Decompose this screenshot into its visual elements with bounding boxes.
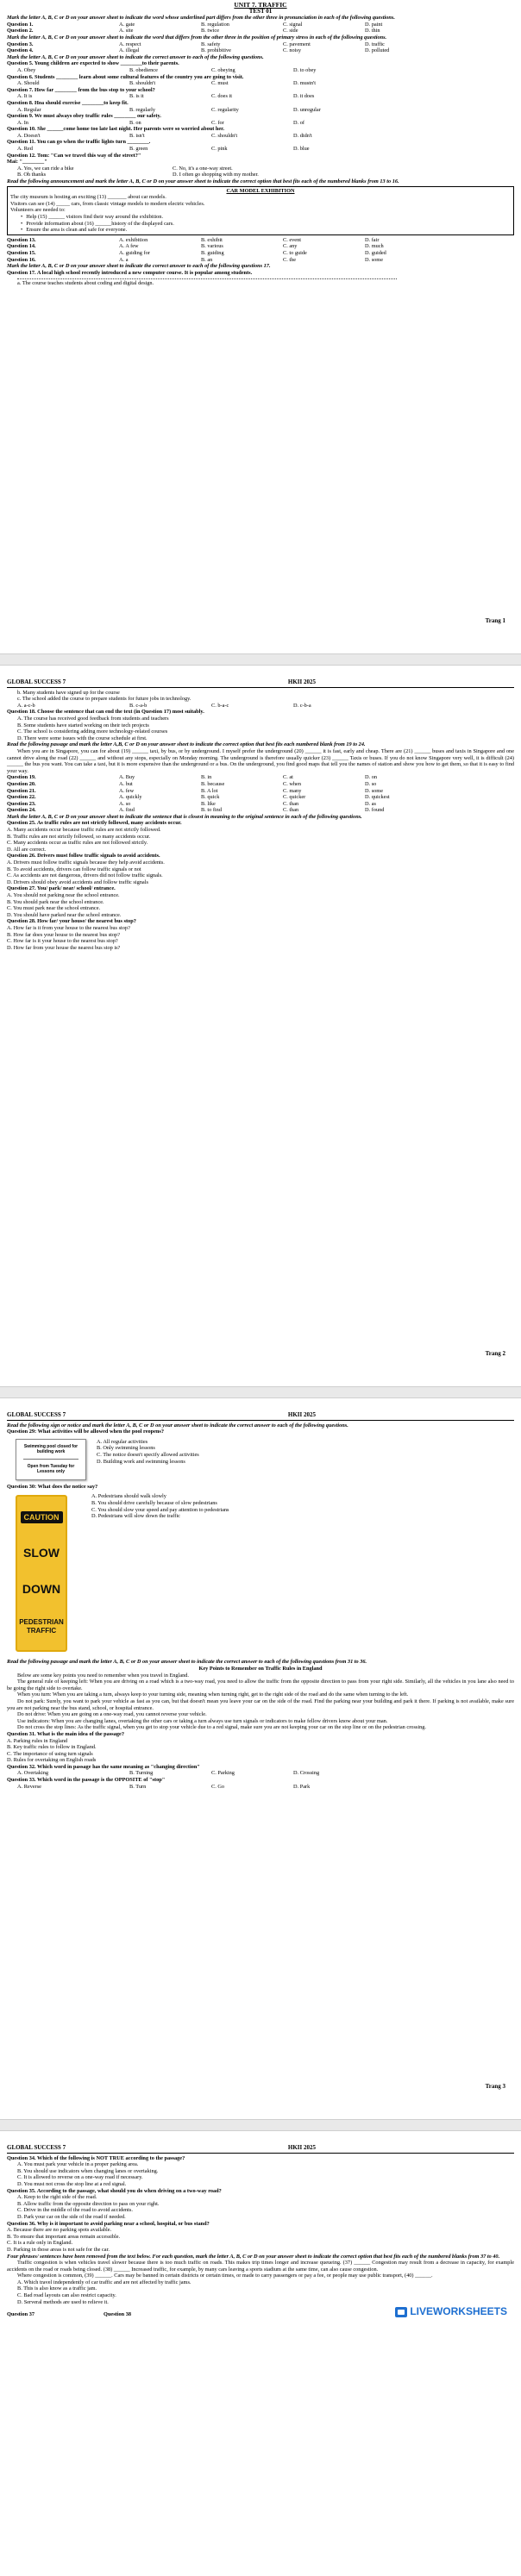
option[interactable]: B. To ensure that important areas remain accessible. [7, 2233, 121, 2240]
page-header: GLOBAL SUCCESS 7 HKII 2025 [7, 679, 514, 688]
question-25-stem: Question 25. As traffic rules are not strictly followed, many accidents occur. [7, 820, 182, 827]
question-27-stem: Question 27. You/ park/ near/ school/ entrance. [7, 885, 116, 892]
test-subtitle: TEST 01 [248, 7, 273, 15]
question-9-options: A. In B. on C. for D. of [17, 119, 304, 126]
instruction: Mark the letter A, B, C or D on your answer sheet to indicate the word that differs from the other three in the position of primary stress in each of the following questions. [7, 34, 387, 41]
option[interactable]: C. You should slow your speed and pay attention to pedestrians [91, 1506, 229, 1513]
page-number: Trang 2 [485, 1350, 505, 1357]
question-17-sentence-a: a. The course teaches students about coding and digital design. [17, 280, 154, 287]
instruction: Four phrases/ sentences have been removed from the text below. For each question, mark the letter A, B, C or D on your answer sheet to indicate the correct option that best fits each of the numbered blanks from 37 to 40. [7, 2253, 500, 2260]
question-4: Question 4. A. illegal B. prohibitive C. noisy D. polluted [7, 47, 390, 54]
option[interactable]: D. All are correct. [7, 846, 47, 853]
option[interactable]: C. You must park near the school entrance. [7, 905, 101, 912]
instruction: Read the following announcement and mark the letter A, B, C or D on your answer sheet to indicate the correct option that best fits each of the numbered blanks from 13 to 16. [7, 178, 399, 185]
option[interactable]: D. Rules for overtaking on English roads [7, 1757, 97, 1764]
option[interactable]: A. Drivers must follow traffic signals because they help avoid accidents. [7, 860, 165, 866]
instruction: Mark the letter A, B, C or D on your answer sheet to indicate the correct answer to each of the following questions 17. [7, 263, 271, 270]
question-37-label: Question 37 [7, 2310, 35, 2317]
option[interactable]: D. You should have parked near the school entrance. [7, 911, 122, 918]
option[interactable]: A. Many accidents occur because traffic rules are not strictly followed. [7, 827, 161, 834]
question-10-options: A. Doesn't B. isn't C. shouldn't D. didn't [17, 132, 312, 139]
page-3 [0, 1398, 521, 2119]
option[interactable]: B. Allow traffic from the opposite direction to pass on your right. [17, 2200, 160, 2207]
question-33-stem: Question 33. Which word in the passage is the OPPOSITE of "stop" [7, 1777, 166, 1784]
passage-title: Key Points to Remember on Traffic Rules in England [198, 1665, 323, 1672]
question-21: Question 21. A. few B. A lot C. many D. some [7, 787, 383, 794]
question-11-stem: Question 11. You can go when the traffic lights turn ________. [7, 139, 151, 146]
question-23: Question 23. A. so B. like C. than D. as [7, 800, 376, 807]
question-12-stem: Question 12. Tom: "Can we travel this way of the street?" [7, 152, 141, 159]
option[interactable]: A. The course has received good feedback from students and teachers [17, 715, 169, 722]
option[interactable]: D. You must not cross the stop line at a red signal. [17, 2180, 127, 2187]
list-item: • Ensure the area is clean and safe for everyone. [21, 227, 511, 234]
question-29-stem: Question 29: What activities will be allowed when the pool reopens? [7, 1429, 165, 1435]
question-30-stem: Question 30: What does the notice say? [7, 1483, 98, 1490]
question-34-stem: Question 34. Which of the following is NOT TRUE according to the passage? [7, 2154, 185, 2161]
instruction: Read the following passage and mark the letter A,B, C or D on your answer sheet to indicate the correct option that best fits each numbered blank from 19 to 24. [7, 741, 366, 748]
page-4 [0, 2131, 521, 2576]
option[interactable]: D. Drivers should obey avoid accidents and follow traffic signals [7, 878, 148, 885]
question-19: Question 19. A. Buy B. in C. at D. on [7, 774, 377, 781]
question-17-stem: Question 17. A local high school recently introduced a new computer course. It is popular among students. [7, 269, 253, 276]
option[interactable]: C. Bad road layouts can also restrict capacity. [17, 2292, 116, 2299]
option[interactable]: C. The notice doesn't specify allowed activities [97, 1451, 199, 1458]
option[interactable]: B. How far does your house to the nearest bus stop? [7, 931, 120, 938]
question-28-stem: Question 28. How far/ your house/ the nearest bus stop? [7, 918, 136, 925]
question-2: Question 2. A. site B. twice C. side D. thin [7, 28, 380, 34]
instruction: Read the following sign or notice and mark the letter A, B, C or D on your answer sheet to indicate the correct answer to each of the following questions. [7, 1422, 348, 1429]
reading-passage: Below are some key points you need to remember when you travel in England. The general rule of keeping left: When you are driving on a road which is a two-way road, you need to allow the traffic from the opposite direction to pass from your right side. Similarly, all the vehicles in you lane also need to be going the right side to overtake. When you turn: When you are taking a turn, always keep to your turning side, meaning when turning right, get to the right side of the road and do the same when turning to the left. Do not park: Surely, you want to park your vehicle as fast as you can, but that doesn't mean you leave your car on the side of the road. Find the parking near your building and park it there. If parking is not available, make sure you are not parking near the bus stand, school, or hospital entrance. Do not drive: When you are going on a one-way road, you cannot reverse your vehicle. Use indicators: When you are changing lanes, overtaking the other cars or taking a turn always use turn signals or indicators to make fellow drivers know about your man. Do not cross the stop lines: As the traffic signal, when you get to stop your vehicle due to a red signal, make sure you are not keeping your car on the stop line or on the pedestrian crossing. [7, 1672, 514, 1731]
liveworksheets-icon [395, 2307, 407, 2317]
question-6-stem: Question 6. Students ________ learn about some cultural features of the country you are going to visit. [7, 73, 244, 80]
question-36-stem: Question 36. Why is it important to avoid parking near a school, hospital, or bus stand? [7, 2220, 210, 2227]
option[interactable]: A. Keep to the right side of the road. [17, 2194, 97, 2201]
option[interactable]: B. Key traffic rules to follow in England. [7, 1744, 97, 1751]
question-7-stem: Question 7. How far ________ from the bus stop to your school? [7, 86, 155, 93]
option[interactable]: A. Parking rules in England [7, 1737, 68, 1744]
question-1: Question 1. A. gate B. regulation C. signal D. paint [7, 21, 383, 28]
question-7-options: A. It is B. is it C. does it D. it does [17, 93, 315, 100]
announcement-line: Volunteers are needed to: [10, 207, 66, 214]
question-12-speaker: Mai: "________" [7, 159, 47, 166]
instruction: Mark the letter A, B, C or D on your answer sheet to indicate the sentence that is closest in meaning to the original sentence in each of the following questions. [7, 813, 362, 820]
question-29-options [97, 1437, 199, 1465]
option[interactable]: C. The school is considering adding more technology-related courses [17, 728, 168, 735]
option[interactable]: B. To avoid accidents, drivers can follow traffic signals or not [7, 866, 141, 872]
list-item: • Provide information about (16) ______history of the displayed cars. [21, 221, 511, 228]
option[interactable]: A. All regular activities [97, 1438, 148, 1445]
option[interactable]: D. Parking in those areas is not safe for the car. [7, 2246, 110, 2253]
option[interactable]: C. It is allowed to reverse on a one-way road if necessary. [17, 2174, 143, 2181]
page-header: GLOBAL SUCCESS 7 HKII 2025 [7, 1412, 514, 1421]
option[interactable]: A. You should not parking near the school entrance. [7, 892, 120, 898]
question-32-options: A. Overtaking B. Turning C. Parking D. Crossing [17, 1770, 320, 1777]
question-17-options: A. a-c-b B. c-a-b C. b-a-c D. c-b-a [17, 702, 311, 709]
option[interactable]: C. Many accidents occur as traffic rules are not followed strictly. [7, 840, 148, 847]
reading-passage: When you are in Singapore, you can for about (19) ______ taxi, by bus, or by underground. I myself prefer the underground (20) ______ it is fast, early and cheap. There are (21) ______ buses and taxis in Singapore and one cannot drive along the road (22) ______ and without any stops, especially on Monday morning. The underground is therefore usually quicker (23) ______ Taxis or buses. If you do not know Singapore very well, it is difficult (24) ______ the bus you want. You can take a taxi, but it is more expensive than the underground or a bus. On the underground, you find good maps that tell you the names of station and show you how to get them, so that it is easy to find your way. [7, 747, 514, 774]
option[interactable]: B. Some students have started working on their tech projects [17, 722, 149, 728]
option[interactable]: A. Because there are no parking spots available. [7, 2227, 112, 2234]
question-11-options: A. Red B. green C. pink D. blue [17, 146, 310, 153]
page-gap [0, 2119, 521, 2131]
option[interactable]: A. You must park your vehicle in a proper parking area. [17, 2161, 139, 2168]
list-item: • Help (15) ______ visitors find their way around the exhibition. [21, 214, 511, 221]
option[interactable]: D. Pedestrians will slow down the traffic [91, 1513, 180, 1520]
question-20: Question 20. A. but B. because C. when D. so [7, 780, 377, 787]
question-30-options [91, 1491, 229, 1519]
question-9-stem: Question 9. We must always obey traffic rules ________ our safety. [7, 113, 161, 120]
announcement-title: CAR MODEL EXHIBITION [226, 187, 295, 194]
question-13: Question 13. A. exhibition B. exhibit C. event D. fair [7, 236, 380, 243]
announcement-list [10, 214, 511, 234]
sentence-c: c. The school added the course to prepare students for future jobs in technology. [17, 696, 191, 703]
option[interactable]: D. Park your car on the side of the road if needed. [17, 2213, 126, 2220]
option[interactable]: D. Building work and swimming lessons [97, 1458, 185, 1465]
question-29-block [7, 1437, 514, 1482]
test-title: UNIT 7. TRAFFIC [234, 1, 287, 9]
question-12-options: A. Yes, we can ride a bike C. No, it's a one-way street. B. Oh thanks D. I often go shopping with my mother. [17, 165, 259, 178]
question-10-stem: Question 10. She ______come home too late last night. Her parents were so worried about her. [7, 126, 224, 133]
question-8-stem: Question 8. Hoa should exercise ________to keep fit. [7, 99, 129, 106]
instruction: Mark the letter A, B, C or D on your answer sheet to indicate the correct answer to each of the following questions. [7, 53, 264, 60]
question-30-block [7, 1491, 514, 1654]
announcement-line: The city museum is hosting an exciting (13) _______ about car models. [10, 194, 166, 201]
option[interactable]: B. This is also know as a traffic jam. [17, 2285, 97, 2292]
question-32-stem: Question 32. Which word in passage has the same meaning as "changing direction" [7, 1763, 200, 1770]
option[interactable]: C. As accidents are not dangerous, drivers did not follow traffic signals. [7, 872, 163, 879]
option[interactable]: D. There were some issues with the course schedule at first. [17, 735, 148, 741]
option[interactable]: D. How far from your house the nearest bus stop is? [7, 944, 121, 951]
instruction: Mark the letter A, B, C or D on your answer sheet to indicate the word whose underlined part differs from the other three in pronunciation in each of the following questions. [7, 15, 395, 22]
page-1 [0, 0, 521, 653]
question-5-options: A. Obey B. obedience C. obeying D. to obey [17, 66, 317, 73]
reading-passage: Traffic congestion is when vehicles travel slower because there is too much traffic on roads. This makes trip times longer and increase queueing. (37) ______ Congestion may result from a decrease in capacity, for example accidents on the road or roads being closed. (38) ______ Increased traffic, for example, by many cars leaving a sports stadium at the same time, can also cause congestion. Where congestion is common, (39) ______. Cars may be banned in certain districts or certain times, or made to carry passengers or pay a fee, or people may use public transport, (40) ______. [7, 2260, 514, 2279]
option[interactable]: A. How far is it from your house to the nearest bus stop? [7, 924, 130, 931]
option[interactable]: B. You should use indicators when changing lanes or overtaking. [17, 2167, 159, 2174]
question-16: Question 16. A. a B. an C. the D. some [7, 256, 383, 263]
question-33-options: A. Reverse B. Turn C. Go D. Park [17, 1783, 311, 1790]
question-8-options: A. Regular B. regularly C. regularity D. unregular [17, 106, 321, 113]
question-18-stem: Question 18. Choose the sentence that can end the text (in Question 17) most suitably. [7, 709, 204, 716]
option[interactable]: C. Drive in the middle of the road to avoid accidents. [17, 2207, 133, 2214]
question-24: Question 24. A. find B. to find C. than D. found [7, 807, 385, 814]
option[interactable]: A. Pedestrians should walk slowly [91, 1493, 166, 1500]
question-15: Question 15. A. guiding for B. guiding C. to guide D. guided [7, 249, 386, 256]
question-14: Question 14. A. A few B. various C. any D. much [7, 243, 384, 250]
pool-notice-sign: Swimming pool closed for building work Open from Tuesday for Lessons only [16, 1439, 86, 1480]
option[interactable]: C. The importance of using turn signals [7, 1750, 93, 1757]
page-number: Trang 1 [485, 617, 505, 624]
sentence-b: b. Many students have signed up for the course [17, 689, 120, 696]
question-6-options: A. Should B. shouldn't C. must D. mustn't [17, 80, 316, 87]
page-gap [0, 653, 521, 666]
question-3: Question 3. A. respect B. safety C. pavement D. traffic [7, 41, 385, 47]
question-35-stem: Question 35. According to the passage, what should you do when driving on a two-way road? [7, 2187, 222, 2194]
question-26-stem: Question 26. Drivers must follow traffic signals to avoid accidents. [7, 853, 160, 860]
question-5-stem: Question 5. Young children are expected to show ________to their parents. [7, 60, 179, 67]
option[interactable]: C. It is a rule only in England. [7, 2240, 73, 2247]
liveworksheets-logo[interactable]: LIVEWORKSHEETS [395, 2307, 507, 2317]
page-2 [0, 666, 521, 1386]
announcement-line: Visitors can see (14) _____ cars, from classic vintage models to modern electric vehicles. [10, 200, 205, 207]
option[interactable]: B. Only swimming lessons [97, 1445, 155, 1452]
caution-sign: CAUTION SLOW DOWN PEDESTRIAN TRAFFIC [16, 1495, 67, 1652]
option[interactable]: D. Serveral methods are used to relieve it. [17, 2298, 109, 2305]
question-31-stem: Question 31. What is the main idea of the passage? [7, 1730, 124, 1737]
page-number: Trang 3 [485, 2083, 505, 2090]
option[interactable]: B. You should park near the school entrance. [7, 898, 104, 905]
option[interactable]: B. Traffic rules are not strictly followed, so many accidents occur. [7, 833, 151, 840]
question-22: Question 22. A. quickly B. quick C. quicker D. quickest [7, 794, 390, 801]
option[interactable]: A. Which travel independently of car traffic and are not affected by traffic jams. [17, 2279, 191, 2285]
page-footer [7, 2305, 514, 2321]
page-gap [0, 1386, 521, 1398]
question-38-label: Question 38 [104, 2310, 132, 2317]
instruction: Read the following passage and mark the letter A, B, C or D on your answer sheet to indicate the correct answer to each of the following questions from 31 to 36. [7, 1659, 367, 1666]
option[interactable]: C. How far is it your house to the nearest bus stop? [7, 938, 118, 945]
option[interactable]: B. You should drive carefully because of slow pedestrians [91, 1499, 217, 1506]
page-header: GLOBAL SUCCESS 7 HKII 2025 [7, 2145, 514, 2154]
announcement-box [7, 186, 514, 235]
